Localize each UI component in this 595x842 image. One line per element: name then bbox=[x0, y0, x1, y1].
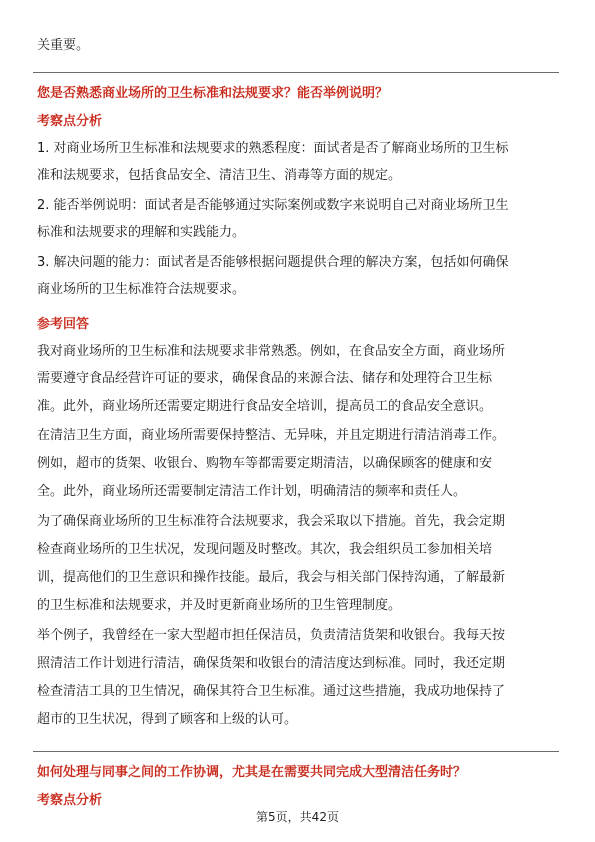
analysis-line: 准和法规要求，包括食品安全、清洁卫生、消毒等方面的规定。 bbox=[37, 168, 402, 183]
answer-line: 训，提高他们的卫生意识和操作技能。最后，我会与相关部门保持沟通，了解最新 bbox=[37, 570, 506, 585]
answer-heading: 参考回答 bbox=[37, 317, 90, 332]
answer-line: 的卫生标准和法规要求，并及时更新商业场所的卫生管理制度。 bbox=[37, 598, 402, 613]
answer-line: 检查清洁工具的卫生情况，确保其符合卫生标准。通过这些措施，我成功地保持了 bbox=[37, 684, 506, 699]
question-heading: 您是否熟悉商业场所的卫生标准和法规要求？能否举例说明？ bbox=[37, 86, 389, 101]
answer-line: 举个例子，我曾经在一家大型超市担任保洁员，负责清洁货架和收银台。我每天按 bbox=[37, 628, 506, 643]
answer-line: 准。此外，商业场所还需要定期进行食品安全培训，提高员工的食品安全意识。 bbox=[37, 399, 493, 414]
answer-line: 需要遵守食品经营许可证的要求，确保食品的来源合法、储存和处理符合卫生标 bbox=[37, 371, 493, 386]
analysis-heading: 考察点分析 bbox=[37, 793, 103, 808]
analysis-line: 2. 能否举例说明：面试者是否能够通过实际案例或数字来说明自己对商业场所卫生 bbox=[37, 198, 509, 213]
section-divider bbox=[33, 72, 559, 73]
answer-line: 例如，超市的货架、收银台、购物车等都需要定期清洁，以确保顾客的健康和安 bbox=[37, 456, 493, 471]
section-divider bbox=[33, 751, 559, 752]
question-heading: 如何处理与同事之间的工作协调，尤其是在需要共同完成大型清洁任务时？ bbox=[37, 765, 467, 780]
answer-line: 超市的卫生状况，得到了顾客和上级的认可。 bbox=[37, 712, 298, 727]
analysis-line: 3. 解决问题的能力：面试者是否能够根据问题提供合理的解决方案，包括如何确保 bbox=[37, 255, 509, 270]
intro-tail-text: 关重要。 bbox=[37, 38, 90, 53]
answer-line: 全。此外，商业场所还需要制定清洁工作计划，明确清洁的频率和责任人。 bbox=[37, 484, 467, 499]
analysis-line: 商业场所的卫生标准符合法规要求。 bbox=[37, 282, 246, 297]
analysis-heading: 考察点分析 bbox=[37, 114, 103, 129]
answer-line: 为了确保商业场所的卫生标准符合法规要求，我会采取以下措施。首先，我会定期 bbox=[37, 514, 506, 529]
answer-line: 照清洁工作计划进行清洁，确保货架和收银台的清洁度达到标准。同时，我还定期 bbox=[37, 656, 506, 671]
analysis-line: 标准和法规要求的理解和实践能力。 bbox=[37, 225, 246, 240]
answer-line: 在清洁卫生方面，商业场所需要保持整洁、无异味，并且定期进行清洁消毒工作。 bbox=[37, 428, 506, 443]
answer-line: 检查商业场所的卫生状况，发现问题及时整改。其次，我会组织员工参加相关培 bbox=[37, 542, 493, 557]
page-number: 第5页，共42页 bbox=[256, 810, 339, 824]
answer-line: 我对商业场所的卫生标准和法规要求非常熟悉。例如，在食品安全方面，商业场所 bbox=[37, 344, 506, 359]
analysis-line: 1. 对商业场所卫生标准和法规要求的熟悉程度：面试者是否了解商业场所的卫生标 bbox=[37, 141, 509, 156]
